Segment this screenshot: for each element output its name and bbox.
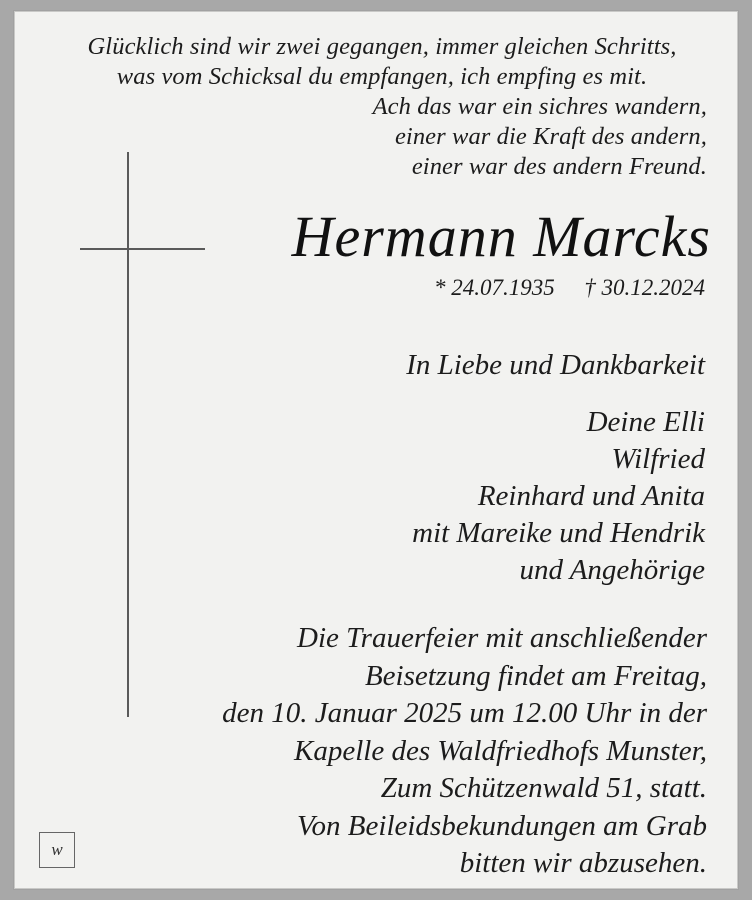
service-details-block [47,620,707,883]
family-name-line: Reinhard und Anita [477,480,705,512]
service-line: Von Beileidsbekundungen am Grab [297,809,707,842]
service-line: den 10. Januar 2025 um 12.00 Uhr in der [222,697,707,729]
family-name-line: mit Mareike und Hendrik [412,517,705,549]
poem-line: einer war die Kraft des andern, [394,123,707,150]
service-line: Zum Schützenwald 51, statt. [380,772,707,804]
publisher-logo: w [39,832,75,868]
birth-symbol: * [434,275,446,300]
dedication-text: In Liebe und Dankbarkeit [406,349,705,381]
death-symbol: † [584,275,596,300]
life-dates [85,275,705,301]
family-name-line: Wilfried [611,443,705,475]
obituary-card [14,11,738,889]
family-names-block [65,404,705,589]
family-name-line: und Angehörige [519,554,705,586]
service-line: bitten wir abzusehen. [459,847,707,879]
family-name-line: Deine Elli [586,406,705,438]
poem-line: Ach das war ein sichres wandern, [372,93,707,120]
poem-line: Glücklich sind wir zwei gegangen, immer gleichen Schritts, [87,33,677,60]
poem-block [57,32,707,182]
deceased-name: Hermann Marcks [291,204,711,269]
birth-date: 24.07.1935 [451,275,555,300]
death-date: 30.12.2024 [601,275,705,300]
service-line: Kapelle des Waldfriedhofs Munster, [294,734,707,767]
poem-line: was vom Schicksal du empfangen, ich empfing es mit. [116,63,648,90]
service-line: Die Trauerfeier mit anschließender [297,622,707,654]
poem-line: einer war des andern Freund. [411,153,707,180]
service-line: Beisetzung findet am Freitag, [364,659,707,692]
